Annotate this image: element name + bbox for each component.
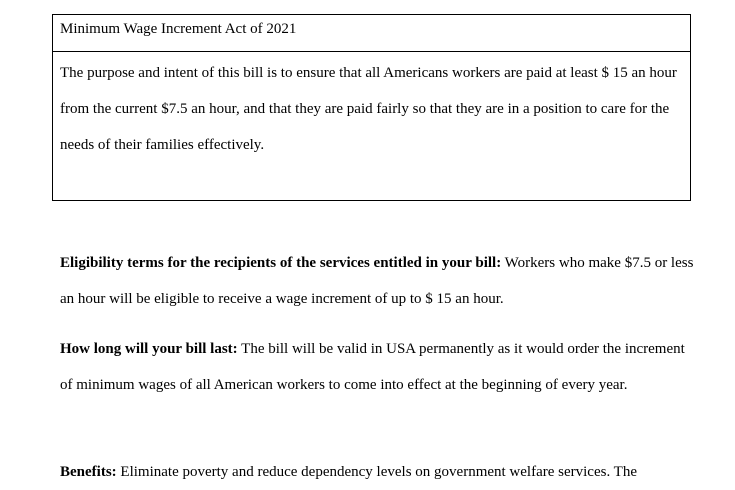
benefits-text: Eliminate poverty and reduce dependency levels on government welfare services. The <box>116 464 638 480</box>
benefits-label: Benefits: <box>60 464 117 480</box>
benefits-paragraph <box>60 454 700 490</box>
bill-title-cell: Minimum Wage Increment Act of 2021 <box>53 15 690 52</box>
eligibility-label: Eligibility terms for the recipients of the services entitled in your bill: <box>60 255 502 271</box>
duration-text: The bill will be valid in USA permanently as it would order the increment of minimum wages of all American workers to come into effect at the beginning of every year. <box>60 341 685 393</box>
bill-summary-table <box>52 14 691 201</box>
bill-purpose-cell: The purpose and intent of this bill is to ensure that all Americans workers are paid at least $ 15 an hour from the current $7.5 an hour, and that they are paid fairly so that they are in a position to care for the needs of their families effectively. <box>60 65 677 153</box>
eligibility-paragraph <box>60 245 700 317</box>
duration-label: How long will your bill last: <box>60 341 238 357</box>
eligibility-text: Workers who make $7.5 or less an hour will be eligible to receive a wage increment of up to $ 15 an hour. <box>60 255 694 307</box>
duration-paragraph <box>60 331 700 403</box>
